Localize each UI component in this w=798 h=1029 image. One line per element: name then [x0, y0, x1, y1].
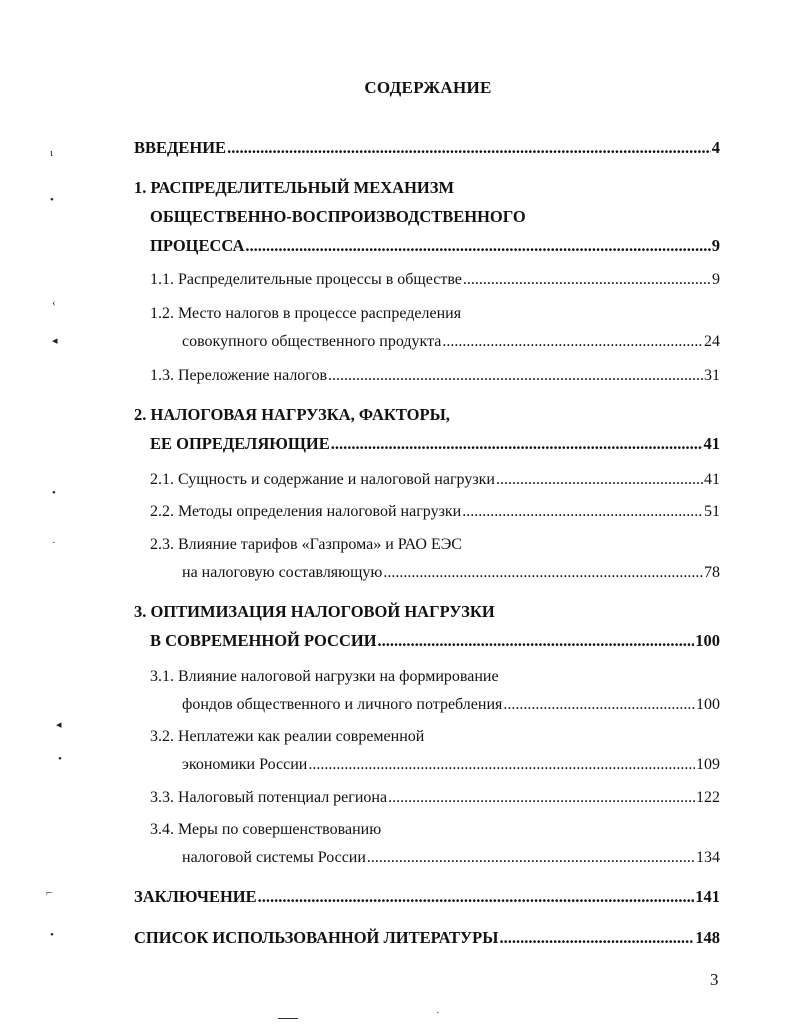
scan-speck: ·: [436, 1007, 440, 1019]
toc-entry-page: 78: [704, 564, 720, 581]
dot-leader: [499, 928, 694, 948]
toc-entry-section-2-3: [182, 563, 720, 583]
toc-entry-label: В СОВРЕМЕННОЙ РОССИИ: [150, 631, 377, 650]
dot-leader: [258, 887, 695, 907]
scan-speck: ◂: [52, 335, 58, 347]
toc-entry-page: 9: [712, 271, 720, 288]
scan-speck: •: [50, 194, 54, 206]
toc-entry-label: налоговой системы России: [182, 849, 366, 866]
toc-entry-page: 51: [704, 503, 720, 520]
toc-entry-label: 3.3. Налоговый потенциал региона: [150, 789, 388, 806]
toc-entry-page: 9: [711, 236, 720, 255]
scan-speck: •: [50, 929, 54, 941]
chapter-1-title-line1: 1. РАСПРЕДЕЛИТЕЛЬНЫЙ МЕХАНИЗМ: [134, 178, 455, 197]
dot-leader: [378, 631, 695, 651]
page-number: 3: [710, 970, 719, 989]
toc-entry-page: 100: [695, 631, 720, 650]
toc-entry-section-1-3: [150, 366, 720, 386]
dot-leader: [496, 470, 703, 490]
toc-entry-label: экономики России: [182, 756, 308, 773]
toc-entry-page: 148: [695, 928, 720, 947]
toc-entry-introduction: [134, 138, 720, 158]
page-title: СОДЕРЖАНИЕ: [364, 78, 492, 97]
toc-entry-chapter-1: [150, 236, 720, 256]
dot-leader: [308, 755, 695, 775]
toc-entry-label: ПРОЦЕССА: [150, 236, 245, 255]
toc-entry-label: на налоговую составляющую: [182, 564, 383, 581]
toc-entry-section-2-3-line1: 2.3. Влияние тарифов «Газпрома» и РАО ЕЭС: [150, 536, 462, 553]
toc-entry-label: СПИСОК ИСПОЛЬЗОВАННОЙ ЛИТЕРАТУРЫ: [134, 928, 499, 947]
toc-entry-section-3-1: [182, 695, 720, 715]
toc-entry-section-1-2-line1: 1.2. Место налогов в процессе распределения: [150, 305, 462, 322]
toc-entry-page: 4: [711, 138, 720, 157]
toc-entry-section-1-2: [182, 332, 720, 352]
toc-entry-page: 31: [704, 367, 720, 384]
toc-entry-label: ЗАКЛЮЧЕНИЕ: [134, 887, 257, 906]
toc-entry-page: 109: [696, 756, 720, 773]
dot-leader: [462, 502, 703, 522]
toc-entry-section-3-4-line1: 3.4. Меры по совершенствованию: [150, 821, 382, 838]
scan-speck: ◂: [56, 719, 62, 731]
toc-entry-page: 41: [703, 434, 720, 453]
scan-line: [278, 1018, 298, 1019]
toc-entry-section-3-2-line1: 3.2. Неплатежи как реалии современной: [150, 728, 425, 745]
scan-speck: •: [58, 753, 62, 765]
chapter-2-title-line1: 2. НАЛОГОВАЯ НАГРУЗКА, ФАКТОРЫ,: [134, 405, 450, 424]
toc-entry-references: [134, 928, 720, 948]
toc-entry-section-2-1: [150, 470, 720, 490]
toc-entry-conclusion: [134, 887, 720, 907]
toc-entry-label: 2.1. Сущность и содержание и налоговой нагрузки: [150, 471, 495, 488]
toc-entry-section-3-4: [182, 848, 720, 868]
scan-speck: ⌐: [46, 887, 53, 899]
dot-leader: [503, 695, 695, 715]
toc-entry-label: 1.1. Распределительные процессы в обществе: [150, 271, 462, 288]
dot-leader: [463, 270, 711, 290]
toc-entry-section-3-3: [150, 788, 720, 808]
dot-leader: [331, 434, 703, 454]
dot-leader: [328, 366, 703, 386]
dot-leader: [367, 848, 695, 868]
toc-entry-chapter-3: [150, 631, 720, 651]
toc-entry-page: 141: [695, 887, 720, 906]
toc-entry-page: 41: [704, 471, 720, 488]
toc-entry-label: 2.2. Методы определения налоговой нагрузки: [150, 503, 462, 520]
scan-speck: •: [52, 487, 56, 499]
toc-entry-label: фондов общественного и личного потребления: [182, 696, 503, 713]
scan-speck: ·: [52, 537, 56, 549]
toc-entry-label: ВВЕДЕНИЕ: [134, 138, 227, 157]
dot-leader: [245, 236, 710, 256]
toc-entry-label: 1.3. Переложение налогов: [150, 367, 328, 384]
scan-speck: ‹: [52, 297, 56, 309]
dot-leader: [227, 138, 711, 158]
toc-entry-page: 122: [696, 789, 720, 806]
chapter-3-title-line1: 3. ОПТИМИЗАЦИЯ НАЛОГОВОЙ НАГРУЗКИ: [134, 602, 495, 621]
toc-entry-label: ЕЕ ОПРЕДЕЛЯЮЩИЕ: [150, 434, 330, 453]
dot-leader: [383, 563, 703, 583]
toc-entry-page: 134: [696, 849, 720, 866]
dot-leader: [388, 788, 695, 808]
toc-entry-label: совокупного общественного продукта: [182, 333, 442, 350]
chapter-1-title-line2: ОБЩЕСТВЕННО-ВОСПРОИЗВОДСТВЕННОГО: [150, 207, 526, 226]
toc-entry-section-1-1: [150, 270, 720, 290]
toc-entry-chapter-2: [150, 434, 720, 454]
scan-speck: ι: [50, 147, 53, 159]
dot-leader: [442, 332, 703, 352]
toc-entry-section-3-1-line1: 3.1. Влияние налоговой нагрузки на формирование: [150, 668, 499, 685]
toc-entry-section-2-2: [150, 502, 720, 522]
toc-entry-page: 100: [696, 696, 720, 713]
toc-entry-section-3-2: [182, 755, 720, 775]
toc-entry-page: 24: [704, 333, 720, 350]
